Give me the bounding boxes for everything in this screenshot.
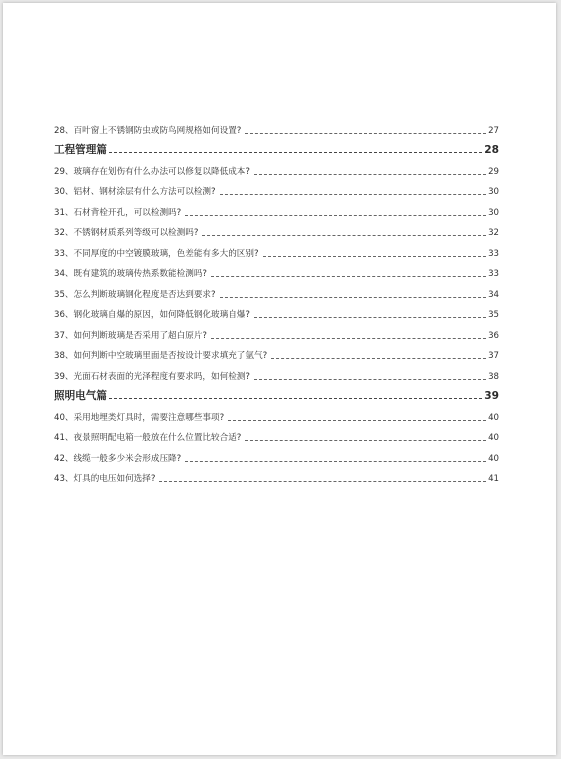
toc-entry[interactable] <box>54 343 499 364</box>
toc-entry[interactable] <box>54 117 499 138</box>
toc-dot-leader <box>228 420 486 421</box>
toc-entry[interactable] <box>54 220 499 241</box>
toc-entry-title: 34、既有建筑的玻璃传热系数能检测吗? <box>54 269 207 279</box>
toc-entry[interactable] <box>54 363 499 384</box>
toc-page-number: 33 <box>488 269 499 279</box>
toc-entry-title: 31、石材背栓开孔，可以检测吗? <box>54 207 182 218</box>
toc-entry[interactable] <box>54 404 499 425</box>
toc-entry[interactable] <box>54 445 499 466</box>
toc-entry[interactable] <box>54 158 499 179</box>
toc-entry-title: 工程管理篇 <box>54 144 107 156</box>
toc-page-number: 38 <box>488 371 499 382</box>
toc-page-number: 40 <box>488 412 499 423</box>
toc-entry[interactable] <box>54 466 499 487</box>
toc-entry-title: 30、铝材、钢材涂层有什么方法可以检测? <box>54 187 216 197</box>
toc-entry-title: 37、如何判断玻璃是否采用了超白原片? <box>54 330 207 341</box>
toc-dot-leader <box>254 317 486 318</box>
toc-entry[interactable] <box>54 322 499 343</box>
toc-entry-title: 29、玻璃存在划伤有什么办法可以修复以降低成本? <box>54 166 250 177</box>
toc-page-number: 27 <box>488 125 499 136</box>
toc-page-number: 29 <box>488 166 499 177</box>
toc-page-number: 28 <box>484 144 499 156</box>
toc-dot-leader <box>185 215 486 216</box>
toc-entry-title: 32、不锈钢材质系列等级可以检测吗? <box>54 228 199 238</box>
toc-section-heading[interactable] <box>54 384 499 405</box>
toc-dot-leader <box>220 194 486 195</box>
toc-dot-leader <box>245 440 486 441</box>
toc-entry[interactable] <box>54 425 499 446</box>
toc-entry-title: 35、怎么判断玻璃钢化程度是否达到要求? <box>54 289 216 300</box>
toc-dot-leader <box>185 461 486 462</box>
toc-entry-title: 38、如何判断中空玻璃里面是否按设计要求填充了氩气? <box>54 351 268 361</box>
toc-dot-leader <box>245 133 486 134</box>
toc-page-number: 41 <box>488 474 499 484</box>
toc-entry[interactable] <box>54 302 499 323</box>
toc-entry[interactable] <box>54 240 499 261</box>
toc-page-number: 32 <box>488 228 499 238</box>
toc-entry-title: 40、采用地埋类灯具时，需要注意哪些事项? <box>54 412 225 423</box>
toc-dot-leader <box>254 174 486 175</box>
toc-page-number: 30 <box>488 207 499 218</box>
toc-entry-title: 28、百叶窗上不锈钢防虫或防鸟网规格如何设置? <box>54 125 242 136</box>
toc-section-heading[interactable] <box>54 138 499 159</box>
toc-entry-title: 照明电气篇 <box>54 390 107 402</box>
toc-entry-title: 42、线缆一般多少米会形成压降? <box>54 453 182 464</box>
toc-page-number: 34 <box>488 289 499 300</box>
document-page <box>3 3 556 755</box>
toc-dot-leader <box>254 379 486 380</box>
toc-page-number: 36 <box>488 330 499 341</box>
toc-dot-leader <box>271 358 486 359</box>
toc-entry[interactable] <box>54 261 499 282</box>
toc-dot-leader <box>211 338 486 339</box>
toc-dot-leader <box>263 256 487 257</box>
toc-entry-title: 36、钢化玻璃自爆的原因，如何降低钢化玻璃自爆? <box>54 310 250 320</box>
toc-entry-title: 39、光面石材表面的光泽程度有要求吗，如何检测? <box>54 371 250 382</box>
toc-entry-title: 41、夜景照明配电箱一般放在什么位置比较合适? <box>54 433 242 443</box>
toc-dot-leader <box>211 276 486 277</box>
toc-page-number: 33 <box>488 248 499 259</box>
toc-entry[interactable] <box>54 179 499 200</box>
toc-page-number: 37 <box>488 351 499 361</box>
toc-page-number: 39 <box>484 390 499 402</box>
toc-page-number: 40 <box>488 453 499 464</box>
toc-entry[interactable] <box>54 281 499 302</box>
toc-dot-leader <box>109 152 482 153</box>
toc-page-number: 40 <box>488 433 499 443</box>
table-of-contents <box>54 117 499 486</box>
toc-dot-leader <box>220 297 486 298</box>
toc-page-number: 35 <box>488 310 499 320</box>
toc-page-number: 30 <box>488 187 499 197</box>
toc-entry-title: 43、灯具的电压如何选择? <box>54 474 156 484</box>
toc-entry-title: 33、不同厚度的中空镀膜玻璃，色差能有多大的区别? <box>54 248 259 259</box>
toc-dot-leader <box>109 398 482 399</box>
toc-entry[interactable] <box>54 199 499 220</box>
toc-dot-leader <box>159 481 486 482</box>
toc-dot-leader <box>202 235 486 236</box>
